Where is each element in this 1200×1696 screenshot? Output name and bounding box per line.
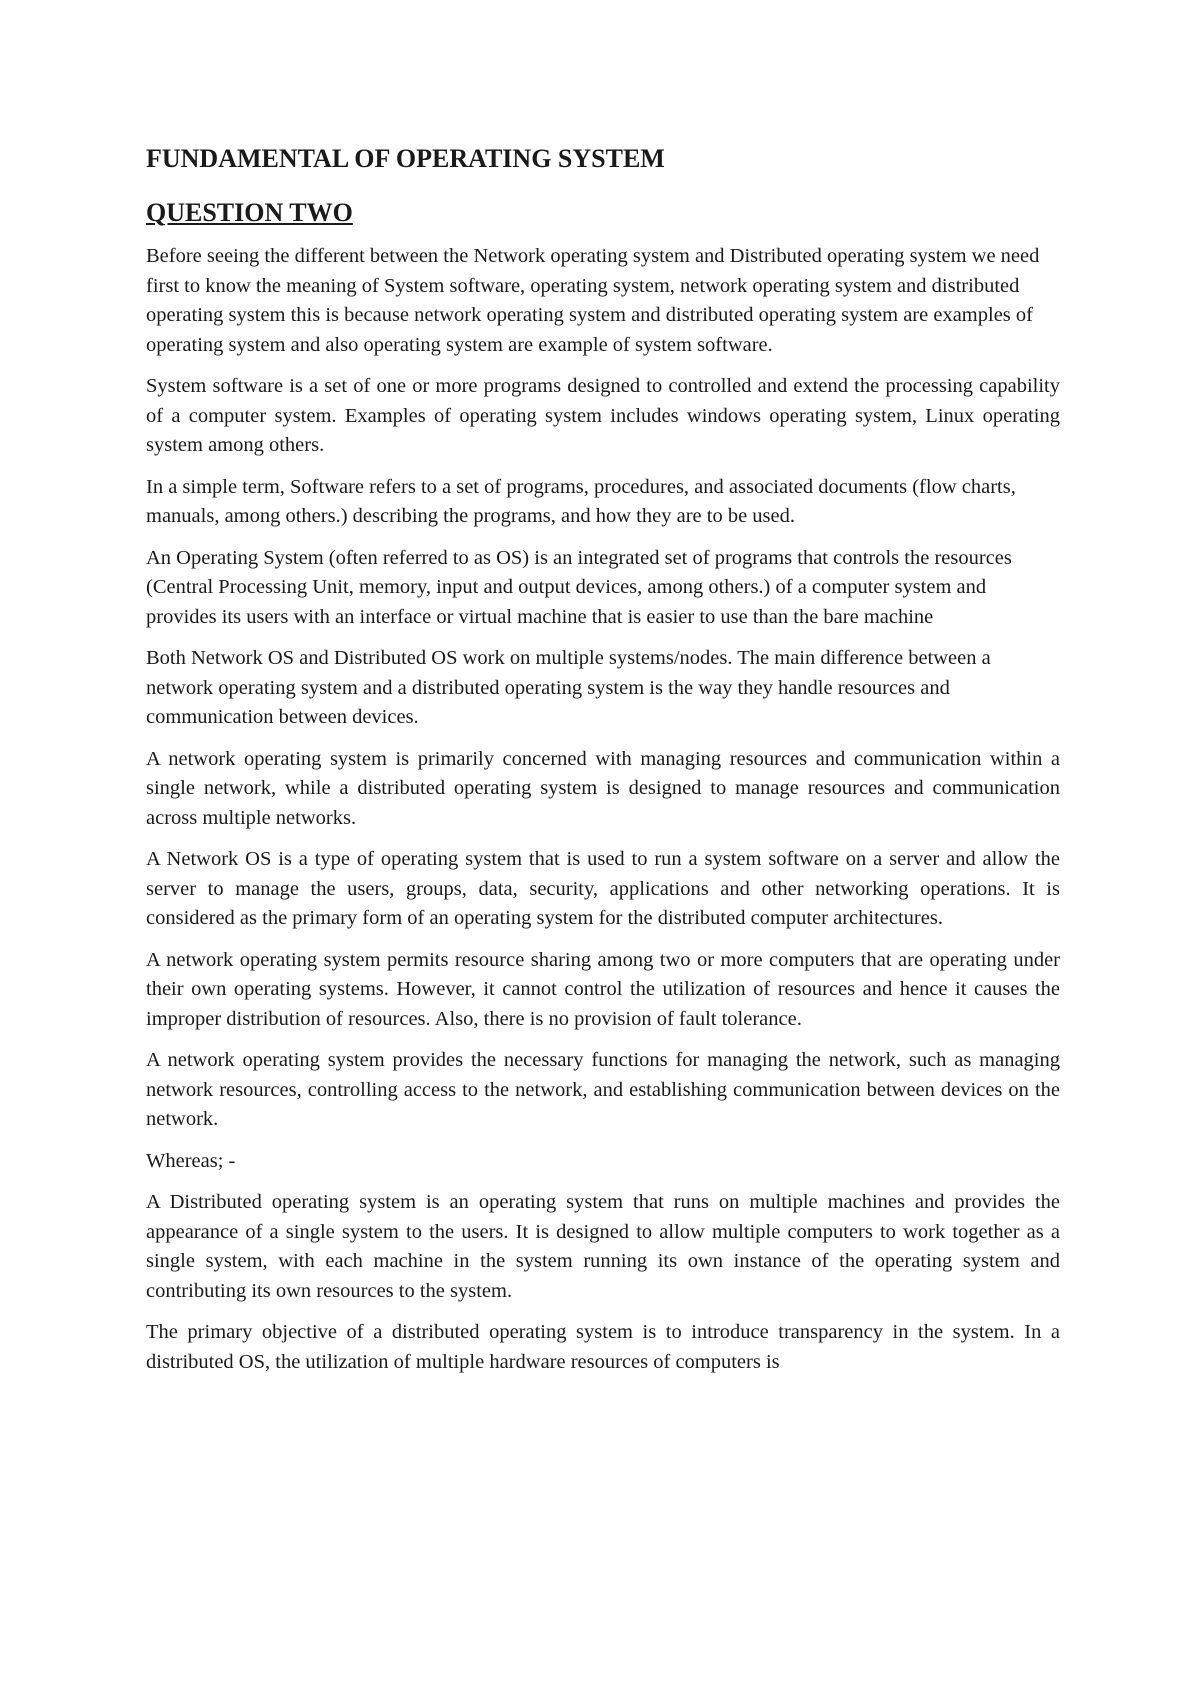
paragraph-network-os-definition: A Network OS is a type of operating system that is used to run a system software on a server and allow the server to manage the users, groups, data, security, applications and other networking operations. It is considered as the primary form of an operating system for the distributed computer architectures. (146, 848, 1060, 929)
paragraph-network-os-scope: A network operating system is primarily concerned with managing resources and communication within a single network, while a distributed operating system is designed to manage resources and communication across multiple networks. (146, 747, 1060, 829)
paragraph-network-os-functions: A network operating system provides the necessary functions for managing the network, such as managing network resources, controlling access to the network, and establishing communication between devices on the network. (146, 1049, 1060, 1130)
paragraph-intro: Before seeing the different between the Network operating system and Distributed operating system we need first to know the meaning of System software, operating system, network operating system and distributed operating system this is because network operating system and distributed operating system are examples of operating system and also operating system are example of system software. (146, 245, 1040, 356)
document-body (146, 142, 1060, 1389)
question-heading: QUESTION TWO (146, 198, 353, 227)
paragraph-main-difference: Both Network OS and Distributed OS work on multiple systems/nodes. The main difference between a network operating system and a distributed operating system is the way they handle resources and communication between devices. (146, 647, 991, 728)
paragraph-system-software: System software is a set of one or more programs designed to controlled and extend the processing capability of a computer system. Examples of operating system includes windows operating system, Linux operating system among others. (146, 375, 1060, 456)
paragraph-distributed-os-definition: A Distributed operating system is an operating system that runs on multiple machines and provides the appearance of a single system to the users. It is designed to allow multiple computers to work together as a single system, with each machine in the system running its own instance of the operating system and contributing its own resources to the system. (146, 1191, 1060, 1302)
paragraph-software-definition: In a simple term, Software refers to a set of programs, procedures, and associated documents (flow charts, manuals, among others.) describing the programs, and how they are to be used. (146, 475, 1016, 527)
document-title: FUNDAMENTAL OF OPERATING SYSTEM (146, 144, 665, 173)
paragraph-operating-system: An Operating System (often referred to as OS) is an integrated set of programs that controls the resources (Central Processing Unit, memory, input and output devices, among others.) of a computer system and provides its users with an interface or virtual machine that is easier to use than the bare machine (146, 546, 1012, 628)
paragraph-distributed-os-objective: The primary objective of a distributed operating system is to introduce transparency in the system. In a distributed OS, the utilization of multiple hardware resources of computers is (146, 1321, 1060, 1373)
paragraph-whereas: Whereas; - (146, 1149, 236, 1172)
paragraph-network-os-resource-sharing: A network operating system permits resource sharing among two or more computers that are operating under their own operating systems. However, it cannot control the utilization of resources and hence it causes the improper distribution of resources. Also, there is no provision of fault tolerance. (146, 948, 1060, 1030)
